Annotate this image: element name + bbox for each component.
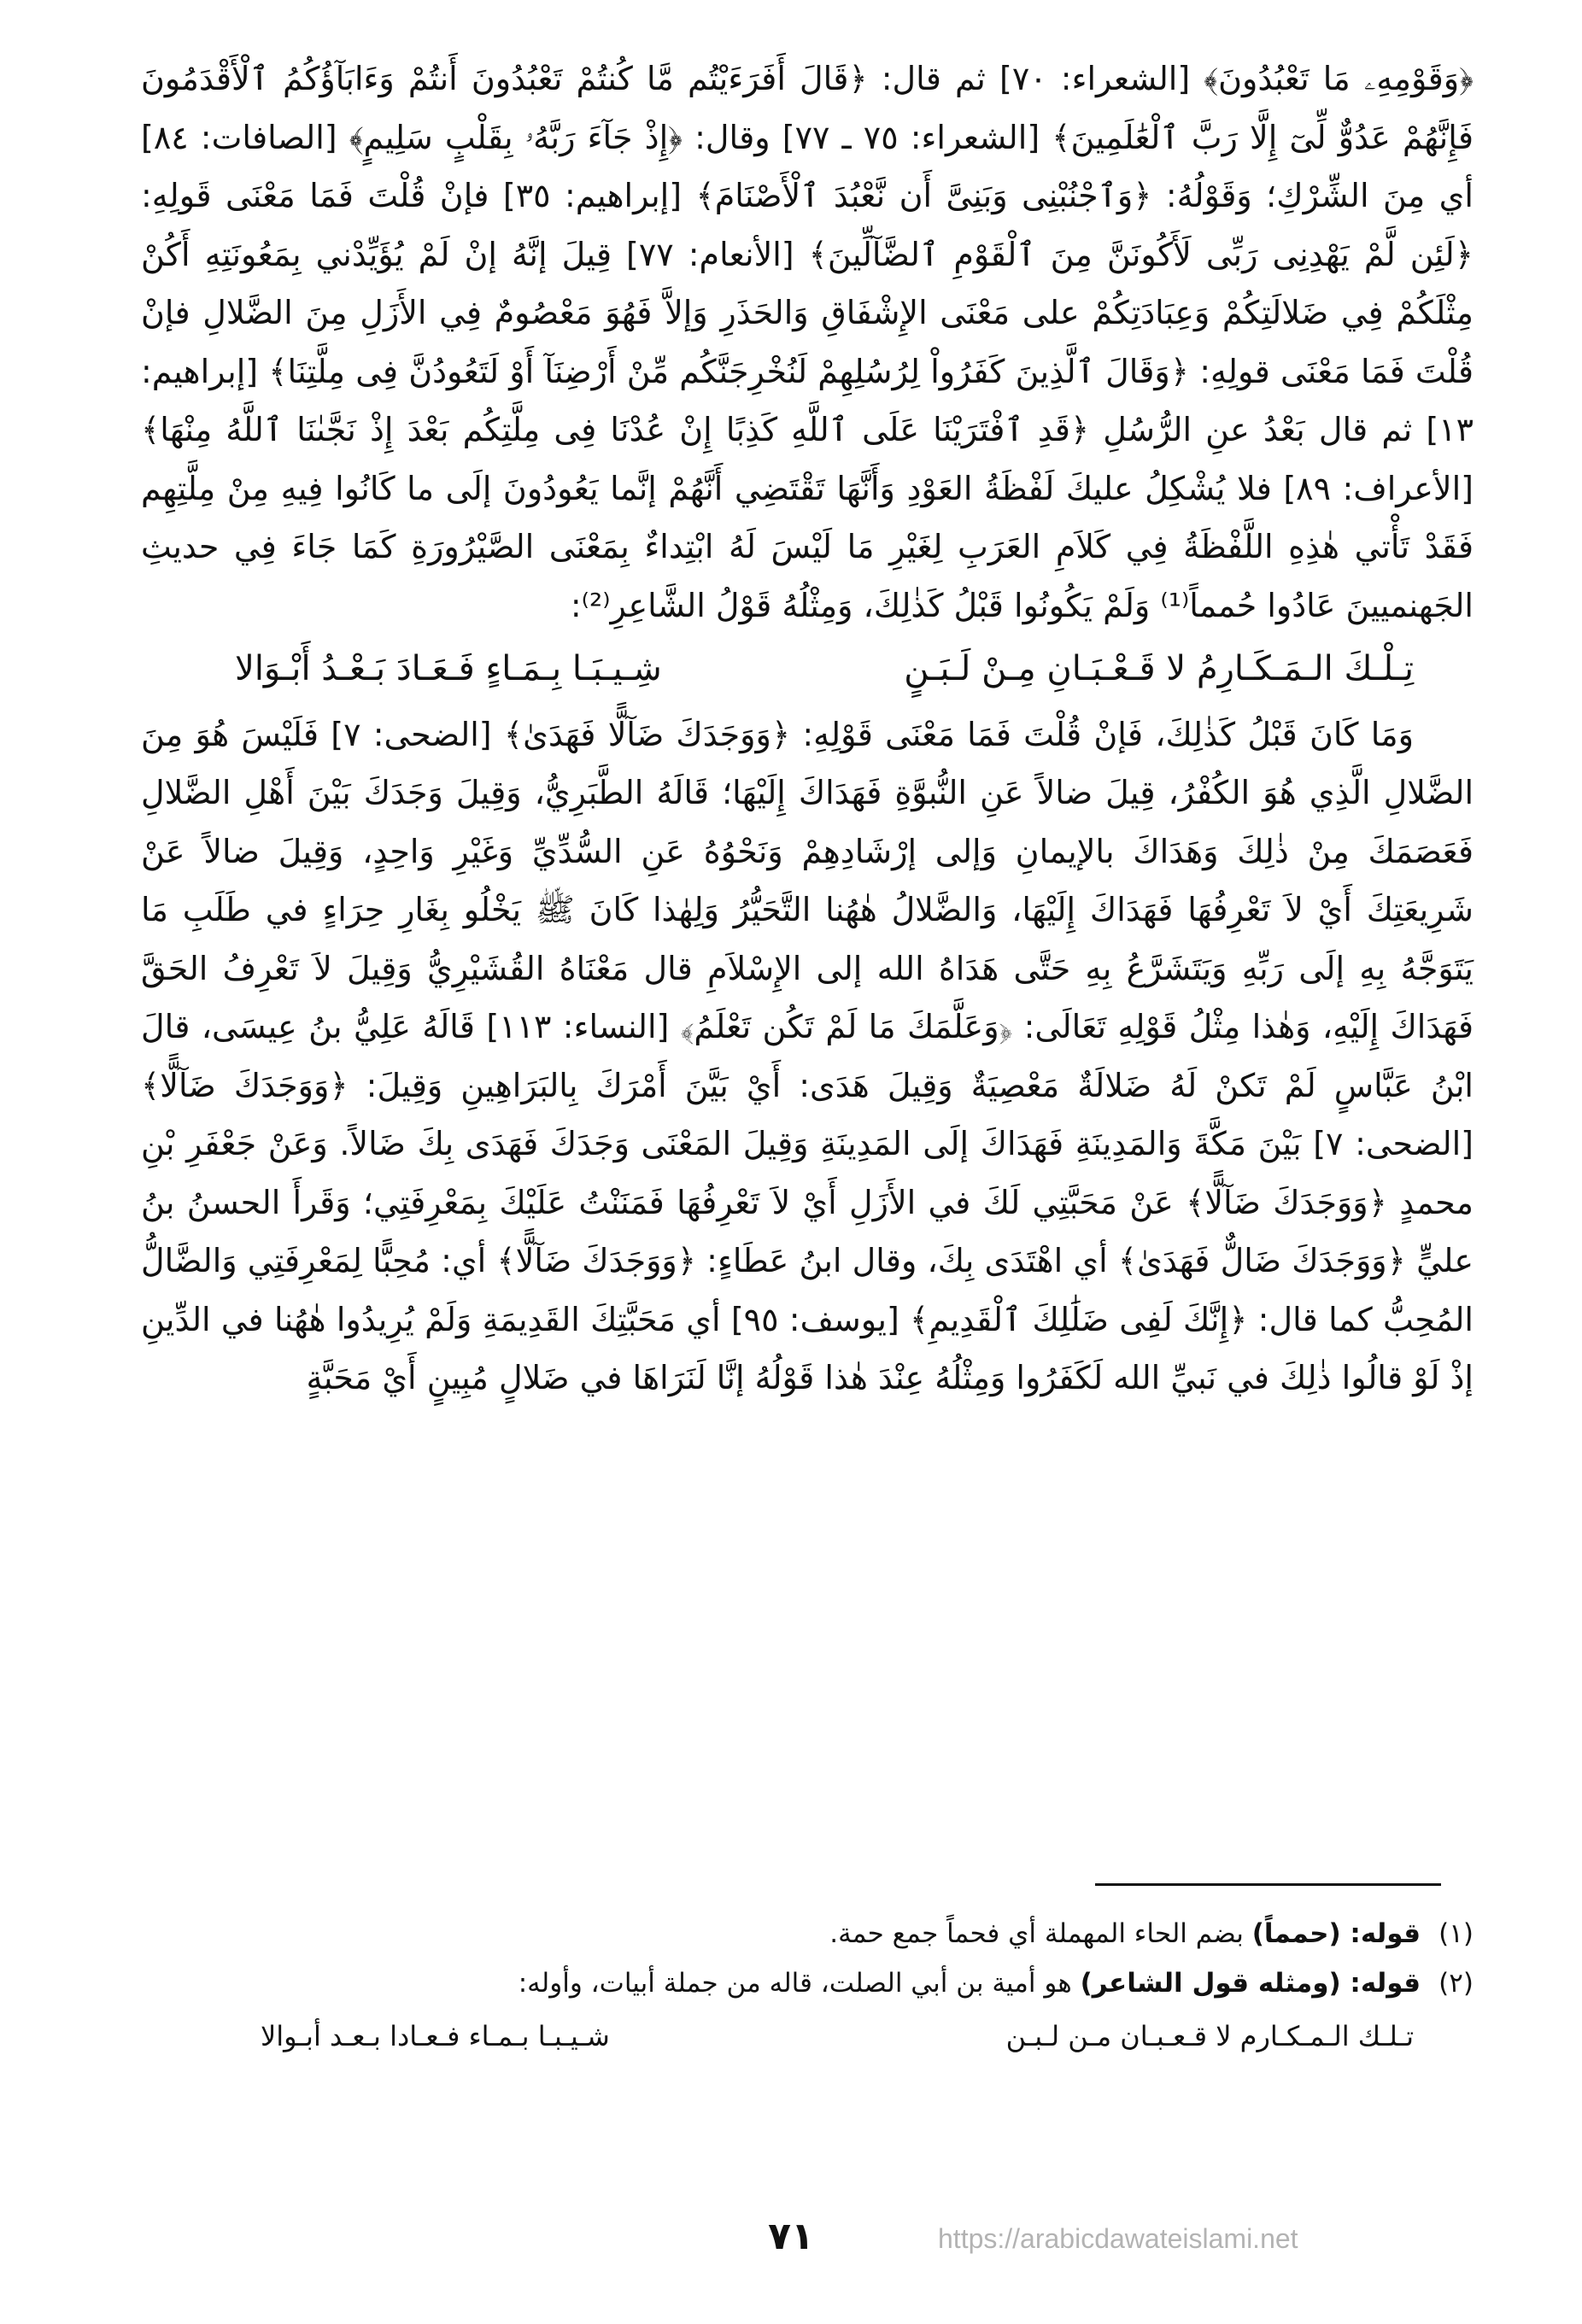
footnote-verse-first-hemistich: تـلـك الـمـكـارم لا قـعـبـان مـن لـبـن bbox=[1005, 2020, 1414, 2052]
footnote-text: بضم الحاء المهملة أي فحماً جمع حمة. bbox=[829, 1918, 1244, 1949]
page-number: ٧١ bbox=[768, 2215, 814, 2258]
footnote-1 bbox=[141, 1909, 1474, 1958]
footnote-lead: قوله: (ومثله قول الشاعر) bbox=[1080, 1968, 1421, 1999]
verse-second-hemistich: شِـيـبَـا بِـمَـاءٍ فَـعَـادَ بَـعْـدُ أَبْـوَالا bbox=[235, 649, 662, 688]
paragraph-1: ﴿وَقَوْمِهِۦ مَا تَعْبُدُونَ﴾ [الشعراء: ٧٠] ثم قال: ﴿قَالَ أَفَرَءَيْتُم مَّا كُنتُمْ تَعْبُدُونَ أَنتُمْ وَءَابَآؤُكُمُ ٱلْأَقْدَمُونَ فَإِنَّهُمْ عَدُوٌّ لِّىٓ إِلَّا رَبَّ ٱلْعَٰلَمِينَ﴾ [الشعراء: ٧٥ ـ ٧٧] وقال: ﴿إِذْ جَآءَ رَبَّهُۥ بِقَلْبٍ سَلِيمٍ﴾ [الصافات: ٨٤] أي مِنَ الشِّرْكِ؛ وَقَوْلُهُ: ﴿وَٱجْنُبْنِى وَبَنِىَّ أَن نَّعْبُدَ ٱلْأَصْنَامَ﴾ [إبراهيم: ٣٥] فإنْ قُلْتَ فَمَا مَعْنَى قَولِهِ: ﴿لَئِن لَّمْ يَهْدِنِى رَبِّى لَأَكُونَنَّ مِنَ ٱلْقَوْمِ ٱلضَّآلِّينَ﴾ [الأنعام: ٧٧] قِيلَ إنَّهُ إنْ لَمْ يُؤَيِّدْني بِمَعُونَتِهِ أَكُنْ مِثْلَكُمْ فِي ضَلالَتِكُمْ وَعِبَادَتِكُمْ على مَعْنَى الإِشْفَاقِ وَالحَذَرِ وَإلاَّ فَهُوَ مَعْصُومٌ فِي الأَزَلِ مِنَ الضَّلالِ فإنْ قُلْتَ فَمَا مَعْنَى قولِهِ: ﴿وَقَالَ ٱلَّذِينَ كَفَرُواْ لِرُسُلِهِمْ لَنُخْرِجَنَّكُم مِّنْ أَرْضِنَآ أَوْ لَتَعُودُنَّ فِى مِلَّتِنَا﴾ [إبراهيم: ١٣] ثم قال بَعْدُ عنِ الرُّسُلِ ﴿قَدِ ٱفْتَرَيْنَا عَلَى ٱللَّهِ كَذِبًا إِنْ عُدْنَا فِى مِلَّتِكُم بَعْدَ إِذْ نَجَّىٰنَا ٱللَّهُ مِنْهَا﴾ [الأعراف: ٨٩] فلا يُشْكِلُ عليكَ لَفْظَةُ العَوْدِ وَأَنَّهَا تَقْتَضِي أَنَّهُمْ إنَّما يَعُودُونَ إلَى ما كَانُوا فِيهِ مِنْ مِلَّتِهِم فَقَدْ تَأْتي هٰذِهِ اللَّفْظَةُ فِي كَلاَمِ العَرَبِ لِغَيْرِ مَا لَيْسَ لَهُ ابْتِداءٌ بِمَعْنَى الصَّيْرُورَةِ كَمَا جَاءَ فِي حديثِ الجَهنميينَ عَادُوا حُمماً⁽¹⁾ وَلَمْ يَكُونُوا قَبْلُ كَذٰلِكَ، وَمِثْلُهُ قَوْلُ الشَّاعِرِ⁽²⁾: bbox=[141, 60, 1474, 624]
main-text bbox=[141, 50, 1474, 1408]
footnote-body bbox=[519, 1958, 1421, 2008]
footnote-text: هو أمية بن أبي الصلت، قاله من جملة أبيات، وأوله: bbox=[518, 1968, 1072, 1999]
footnote-lead: قوله: (حمماً) bbox=[1251, 1918, 1421, 1949]
watermark-url: https://arabicdawateislami.net bbox=[938, 2223, 1298, 2254]
footnote-2 bbox=[141, 1958, 1474, 2008]
footnote-number: (٢) bbox=[1438, 1968, 1474, 1999]
footnote-body bbox=[829, 1909, 1421, 1958]
footnote-number: (١) bbox=[1438, 1918, 1474, 1949]
verse-first-hemistich: تِـلْـكَ الـمَـكَـارِمُ لا قَـعْـبَـانِ مِـنْ لَـبَـنٍ bbox=[904, 649, 1414, 688]
footnote-verse-second-hemistich: شـيـبـا بـمـاء فـعـادا بـعـد أبـوالا bbox=[261, 2020, 610, 2052]
footnotes bbox=[141, 1909, 1474, 2061]
footnote-divider bbox=[1095, 1883, 1441, 1886]
poetry-verse bbox=[141, 640, 1474, 699]
paragraph-2: وَمَا كَانَ قَبْلُ كَذٰلِكَ، فَإنْ قُلْتَ فَمَا مَعْنَى قَوْلِهِ: ﴿وَوَجَدَكَ ضَآلًّا فَهَدَىٰ﴾ [الضحى: ٧] فَلَيْسَ هُوَ مِنَ الضَّلالِ الَّذِي هُوَ الكُفْرُ، قِيلَ ضالاً عَنِ النُّبوَّةِ فَهَدَاكَ إِلَيْهَا؛ قَالَهُ الطَّبَرِيُّ، وَقِيلَ وَجَدَكَ بَيْنَ أَهْلِ الضَّلالِ فَعَصَمَكَ مِنْ ذٰلِكَ وَهَدَاكَ بالإيمانِ وَإلى إرْشَادِهِمْ وَنَحْوُهُ عَنِ السُّدِّيِّ وَغَيْرِ وَاحِدٍ، وَقِيلَ ضالاً عَنْ شَرِيعَتِكَ أَيْ لاَ تَعْرِفُهَا فَهَدَاكَ إِلَيْهَا، وَالضَّلالُ هٰهُنا التَّحَيُّرُ وَلِهٰذا كَانَ ﷺ يَخْلُو بِغَارِ حِرَاءٍ في طَلَبِ مَا يَتَوَجَّهُ بِهِ إلَى رَبِّهِ وَيَتَشَرَّعُ بِهِ حَتَّى هَدَاهُ الله إلى الإِسْلاَمِ قال مَعْنَاهُ القُشَيْرِيُّ وَقِيلَ لاَ تَعْرِفُ الحَقَّ فَهَدَاكَ إِلَيْهِ، وَهٰذا مِثْلُ قَوْلِهِ تَعَالَى: ﴿وَعَلَّمَكَ مَا لَمْ تَكُن تَعْلَمُ﴾ [النساء: ١١٣] قَالَهُ عَلِيُّ بنُ عِيسَى، قالَ ابْنُ عَبَّاسٍ لَمْ تَكنْ لَهُ ضَلالَةٌ مَعْصِيَةٌ وَقِيلَ هَدَى: أَيْ بَيَّنَ أَمْرَكَ بِالبَرَاهِينِ وَقِيلَ: ﴿وَوَجَدَكَ ضَآلًّا﴾ [الضحى: ٧] بَيْنَ مَكَّةَ وَالمَدِينَةِ فَهَدَاكَ إلَى المَدِينَةِ وَقِيلَ المَعْنَى وَجَدَكَ فَهَدَى بِكَ ضَالاً. وَعَنْ جَعْفَرِ بْنِ محمدٍ ﴿وَوَجَدَكَ ضَآلًّا﴾ عَنْ مَحَبَّتِي لَكَ في الأَزَلِ أَيْ لاَ تَعْرِفُهَا فَمَنَنْتُ عَلَيْكَ بِمَعْرِفَتِي؛ وَقَرأَ الحسنُ بنُ عليٍّ ﴿وَوَجَدَكَ ضَالٌّ فَهَدَىٰ﴾ أي اهْتَدَى بِكَ، وقال ابنُ عَطَاءٍ: ﴿وَوَجَدَكَ ضَآلًّا﴾ أي: مُحِبًّا لِمَعْرِفَتِي وَالضَّالُّ المُحِبُّ كما قال: ﴿إِنَّكَ لَفِى ضَلَٰلِكَ ٱلْقَدِيمِ﴾ [يوسف: ٩٥] أي مَحَبَّتِكَ القَدِيمَةِ وَلَمْ يُرِيدُوا هٰهُنا في الدِّينِ إذْ لَوْ قالُوا ذٰلِكَ في نَبيِّ الله لَكَفَرُوا وَمِثْلُهُ عِنْدَ هٰذا قَوْلُهُ إنَّا لَنَرَاهَا في ضَلالٍ مُبِينٍ أَيْ مَحَبَّةٍ bbox=[141, 715, 1474, 1396]
footnote-verse bbox=[141, 2008, 1474, 2061]
